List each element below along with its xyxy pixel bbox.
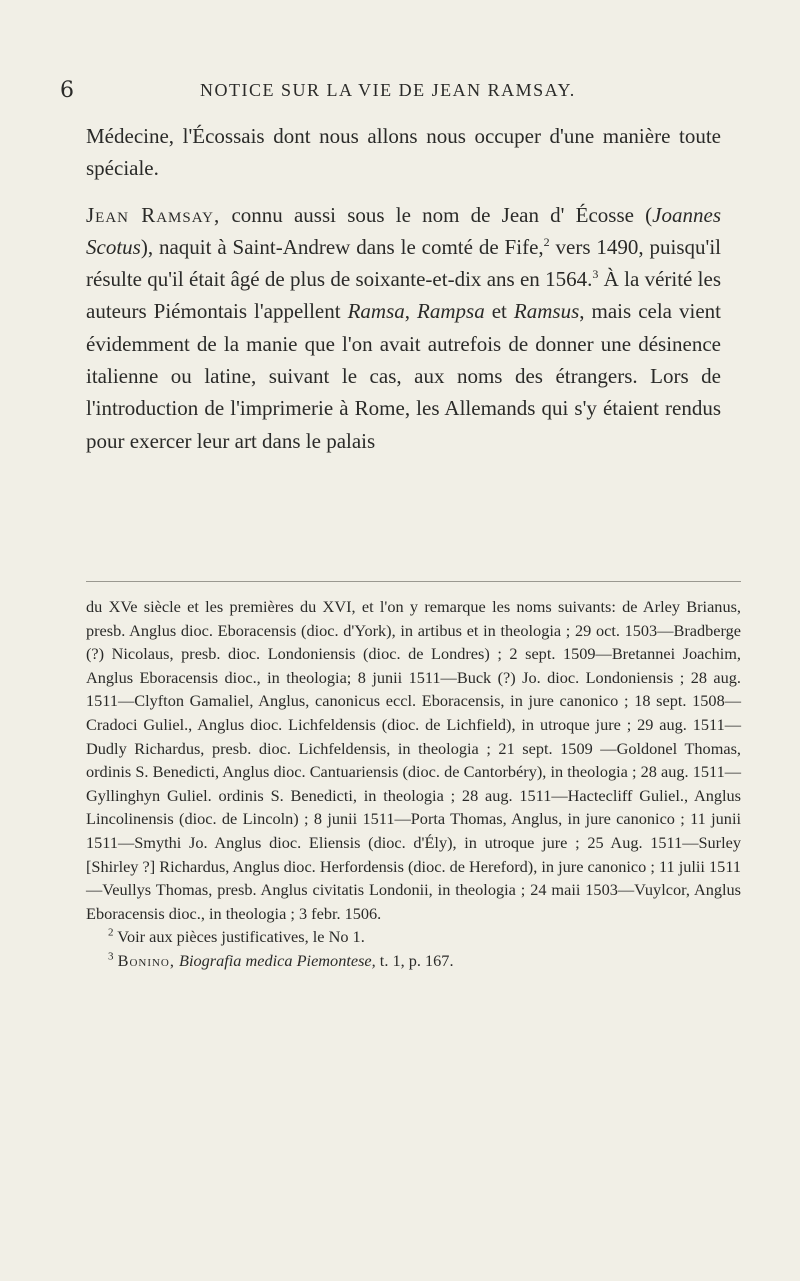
- body-text: [86, 120, 721, 457]
- footnote-number: 3: [108, 950, 114, 963]
- footnote-2: [86, 925, 741, 949]
- paragraph-biography: [86, 199, 721, 457]
- footnote-3: [86, 949, 741, 973]
- footnote-title: Biografia medica Piemontese,: [179, 950, 376, 970]
- footnote-number: 2: [108, 926, 114, 939]
- name-variant-ramsa: Ramsa: [347, 299, 405, 324]
- footnote-text: t. 1, p. 167.: [375, 950, 454, 970]
- footnote-continued: du XVe siècle et les premières du XVI, et l'on y remarque les noms suivants: de Arley Brianus, presb. Anglus dioc. Eboracensis (dioc. d'York), in artibus et in theologia ; 29 oct. 1503—Bradberge (?) Nicolaus, presb. dioc. Londoniensis (dioc. de Londres) ; 2 sept. 1509—Bretannei Joachim, Anglus Eboracensis dioc., in theologia; 8 junii 1511—Buck (?) Jo. dioc. Londoniensis ; 28 aug. 1511—Clyfton Gamaliel, Anglus, canonicus eccl. Eboracensis, in jure canonico ; 18 sept. 1508—Cradoci Guliel., Anglus dioc. Lichfeldensis (dioc. de Lichfield), in utroque jure ; 29 aug. 1511—Dudly Richardus, presb. dioc. Lichfeldensis, in theologia ; 21 sept. 1509 —Goldonel Thomas, ordinis S. Benedicti, Anglus dioc. Cantuariensis (dioc. de Cantorbéry), in theologia ; 28 aug. 1511—Gyllinghyn Guliel. ordinis S. Benedicti, in theologia ; 28 aug. 1511—Hactecliff Guliel., Anglus Lincolinensis (dioc. de Lincoln) ; 8 junii 1511—Porta Thomas, Anglus, in jure canonico ; 11 junii 1511—Smythi Jo. Anglus dioc. Eliensis (dioc. d'Ély), in utroque jure ; 25 Aug. 1511—Surley [Shirley ?] Richardus, Anglus dioc. Herfordensis (dioc. de Hereford), in jure canonico ; 11 julii 1511—Veullys Thomas, presb. Anglus civitatis Londonii, in theologia ; 24 maii 1503—Vuylcor, Anglus Eboracensis dioc., in theologia ; 3 febr. 1506.: [86, 597, 741, 923]
- name-variant-rampsa: Rampsa: [417, 299, 485, 324]
- footnote-text: Voir aux pièces justificatives, le No 1.: [117, 927, 365, 947]
- subject-name: Jean Ramsay,: [86, 202, 221, 227]
- text-segment: À la vérité les auteurs Piémontais l'appellent: [86, 267, 721, 324]
- footnotes: [86, 595, 741, 973]
- running-title: NOTICE SUR LA VIE DE JEAN RAMSAY.: [200, 80, 576, 100]
- footnote-ref-3: 3: [592, 267, 599, 282]
- name-variant-ramsus: Ramsus: [513, 299, 580, 324]
- text-segment: connu aussi sous le nom de Jean d' Écosse (: [220, 202, 653, 227]
- latin-name: Joannes Scotus: [86, 202, 721, 259]
- paragraph-intro: Médecine, l'Écossais dont nous allons nous occuper d'une manière toute spéciale.: [86, 124, 721, 181]
- text-segment: ,: [404, 299, 418, 324]
- footnote-author: Bonino,: [117, 950, 175, 970]
- footnote-divider: [86, 581, 741, 582]
- page-header: [60, 78, 740, 104]
- text-segment: ), naquit à Saint-Andrew dans le comté de Fife,: [140, 234, 544, 259]
- footnote-ref-2: 2: [543, 234, 550, 249]
- text-segment: vers 1490, puisqu'il résulte qu'il était âgé de plus de soixante-et-dix ans en 1564.: [86, 234, 721, 292]
- text-segment: et: [484, 299, 514, 324]
- text-segment: , mais cela vient évidemment de la manie que l'on avait autrefois de donner une désinence italienne ou latine, suivant le cas, aux noms des étrangers. Lors de l'introduction de l'imprimerie à Rome, les Allemands qui s'y étaient rendus pour exercer leur art dans le palais: [86, 299, 721, 453]
- page-number: 6: [60, 78, 74, 103]
